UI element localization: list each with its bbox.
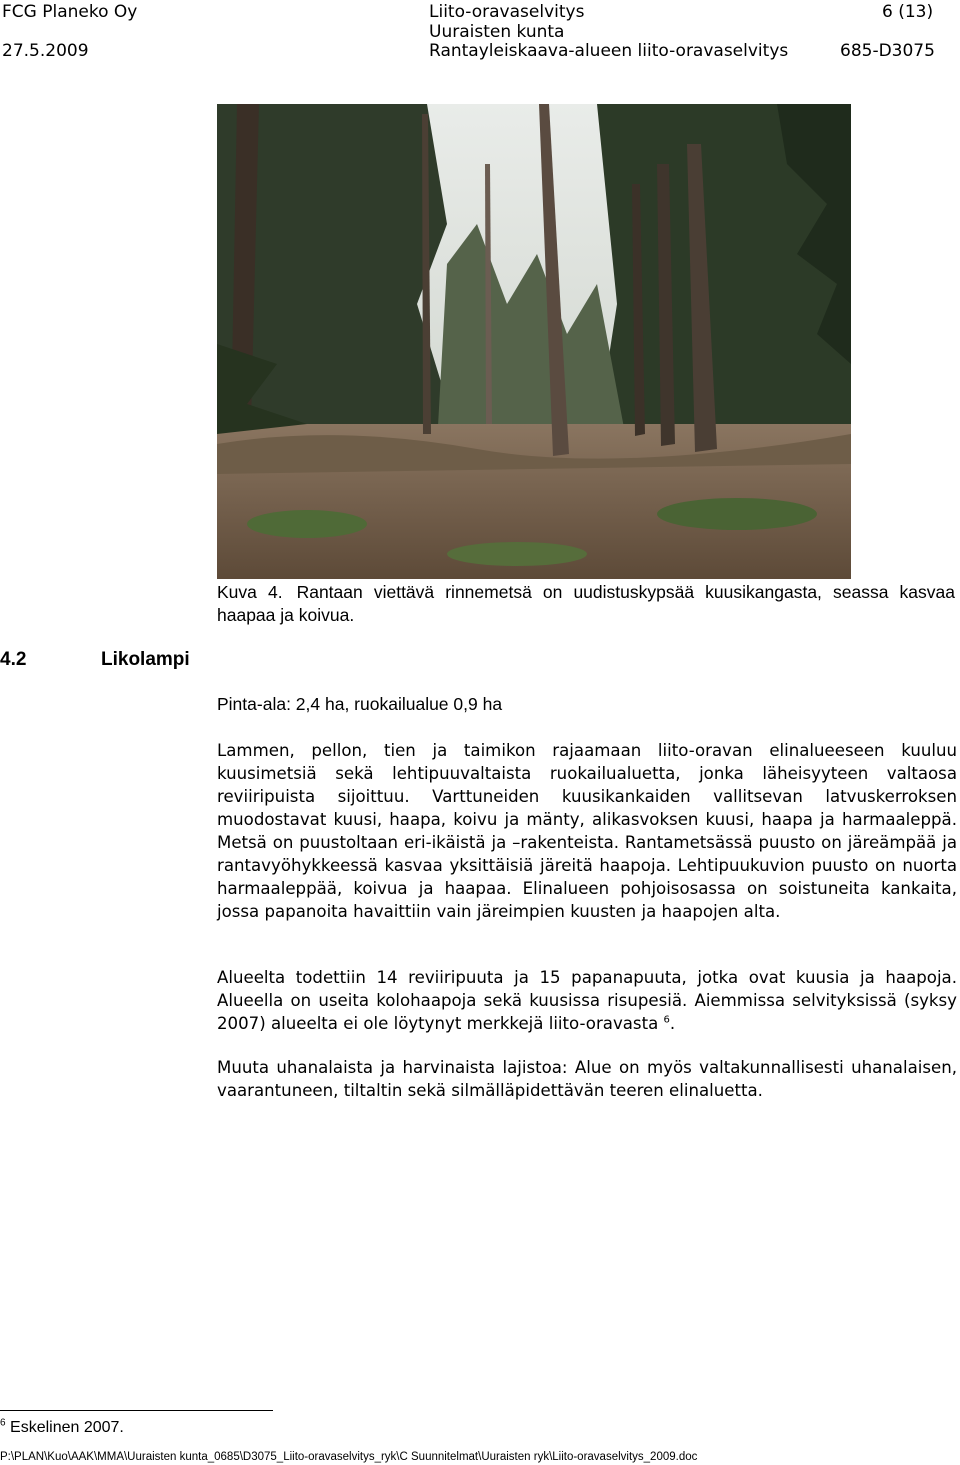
municipality: Uuraisten kunta (429, 22, 565, 42)
forest-photo (217, 104, 851, 579)
page-number: 6 (13) (882, 2, 934, 22)
footnote-text: Eskelinen 2007. (10, 1419, 124, 1436)
findings-text: Alueelta todettiin 14 reviiripuuta ja 15 papanapuuta, jotka ovat kuusia ja haapoja. Alueella on useita kolohaapoja sekä kuusissa risupesiä. Aiemmissa selvityksissä (syksy 2007) alueelta ei ole löytynyt merkkejä liito-oravasta (217, 968, 957, 1033)
section-number: 4.2 (0, 649, 27, 670)
figure-caption (217, 581, 955, 627)
file-path: P:\PLAN\Kuo\AAK\MMA\Uuraisten kunta_0685\D3075_Liito-oravaselvitys_ryk\C Suunnitelmat\Uuraisten ryk\Liito-oravaselvitys_2009.doc (0, 1451, 698, 1463)
footnote-ref: 6 (663, 1014, 670, 1026)
species-paragraph: Muuta uhanalaista ja harvinaista lajistoa: Alue on myös valtakunnallisesti uhanalaisen, vaarantuneen, tiltaltin sekä silmälläpidettävän teeren elinaluetta. (217, 1058, 957, 1100)
company-name: FCG Planeko Oy (2, 2, 138, 22)
section-title: Likolampi (101, 649, 190, 670)
figure-label: Kuva 4. (217, 582, 283, 602)
document-date: 27.5.2009 (2, 41, 89, 61)
footnote-number: 6 (0, 1417, 6, 1429)
findings-end: . (669, 1014, 676, 1033)
area-paragraph: Pinta-ala: 2,4 ha, ruokailualue 0,9 ha (217, 694, 503, 714)
footnote (0, 1418, 124, 1438)
report-title: Liito-oravaselvitys (429, 2, 585, 22)
description-paragraph: Lammen, pellon, tien ja taimikon rajaamaan liito-oravan elinalueeseen kuuluu kuusimetsiä sekä lehtipuuvaltaista ruokailualuetta, jonka läheisyyteen valtaosa reviiripuista sijoittuu. Varttuneiden kuusikankaiden vallitsevan latvuskerroksen muodostavat kuusi, haapa, koivu ja mänty, alikasvoksen kuusi, haapa ja harmaaleppä. Metsä on puustoltaan eri-ikäistä ja –rakenteista. Rantametsässä puusto on järeämpää ja rantavyöhykkeessä kasvaa yksittäisiä järeitä haapoja. Lehtipuukuvion puusto on nuorta harmaaleppää, koivua ja haapaa. Elinalueen pohjoisosassa on soistuneita kankaita, jossa papanoita havaittiin vain järeimpien kuusten ja haapojen alta. (217, 741, 957, 921)
findings-paragraph (217, 966, 957, 1035)
report-subtitle: Rantayleiskaava-alueen liito-oravaselvitys (429, 41, 789, 61)
project-code: 685-D3075 (840, 41, 935, 61)
footnote-separator (0, 1410, 273, 1411)
figure-caption-text: Rantaan viettävä rinnemetsä on uudistuskypsää kuusikangasta, seassa kasvaa haapaa ja koivua. (217, 582, 955, 625)
